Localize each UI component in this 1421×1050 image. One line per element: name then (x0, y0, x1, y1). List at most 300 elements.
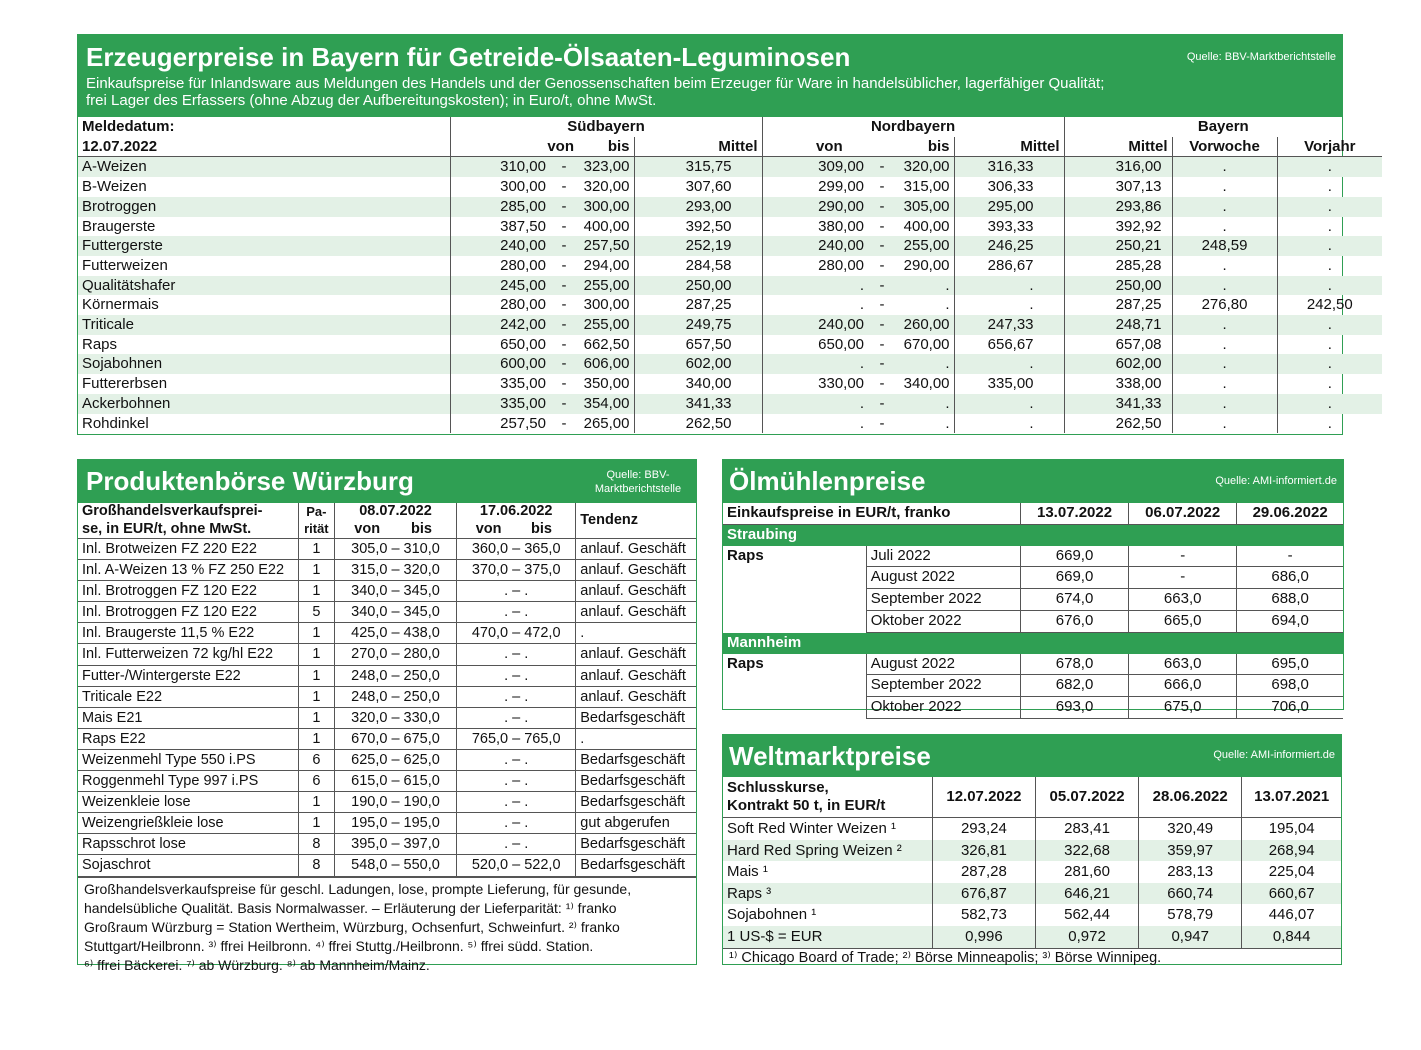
weltmarktpreise-table (723, 777, 1341, 948)
price-range-08-07: 248,0 – 250,0 (334, 686, 456, 707)
nord-bis: . (945, 296, 950, 314)
erzeugerpreise-row (78, 236, 1382, 256)
oelmuehlenpreise-header (723, 460, 1343, 503)
paritaet: 1 (298, 728, 334, 749)
product-name: Hard Red Spring Weizen ² (723, 840, 932, 862)
erzeugerpreise-row (78, 217, 1382, 237)
price-d2: 663,0 (1129, 654, 1237, 675)
oelmuehle-row (723, 610, 1343, 632)
sued-dash: - (561, 414, 567, 432)
paritaet: 1 (298, 813, 334, 834)
nordbayern-header: Nordbayern (762, 117, 1064, 137)
erzeugerpreise-row (78, 256, 1382, 276)
product-name (723, 675, 866, 697)
price-d4: 0,844 (1242, 926, 1341, 948)
produktenboerse-row (78, 707, 696, 728)
product-name: Inl. Brotroggen FZ 120 E22 (78, 581, 298, 602)
nord-von: . (762, 354, 868, 374)
bayern-vorjahr: . (1277, 315, 1382, 335)
sued-dash: - (561, 178, 567, 196)
sued-dash: - (561, 375, 567, 393)
produktenboerse-row (78, 813, 696, 834)
sued-mittel: 250,00 (634, 276, 762, 296)
nord-von: 330,00 (762, 374, 868, 394)
price-range-17-06: . – . (457, 602, 576, 623)
sued-von: 240,00 (450, 236, 550, 256)
sued-von: 335,00 (450, 374, 550, 394)
weltmarktpreise-header-row (723, 777, 1341, 818)
price-d2: - (1129, 567, 1237, 589)
erzeugerpreise-table (78, 117, 1382, 433)
footnote-line-1: Großhandelsverkaufspreise für geschl. Ladungen, lose, prompte Lieferung, für gesunde, (84, 880, 632, 897)
price-range-08-07: 670,0 – 675,0 (334, 728, 456, 749)
produktenboerse-header-row-1 (78, 503, 696, 520)
sued-bis: 662,50 (583, 335, 630, 353)
product-name: Körnermais (82, 296, 159, 314)
produktenboerse-row (78, 728, 696, 749)
oelmuehlenpreise-title: Ölmühlenpreise (729, 466, 926, 496)
sued-bis: 400,00 (583, 217, 630, 235)
tendenz: Bedarfsgeschäft (576, 792, 696, 813)
nord-dash: - (868, 354, 896, 374)
nord-dash: - (879, 414, 885, 432)
date2-header: 17.06.2022 (457, 503, 576, 520)
price-d2: 666,0 (1129, 675, 1237, 697)
erzeugerpreise-row (78, 354, 1382, 374)
erzeugerpreise-header-row-2 (78, 137, 1382, 157)
footnote-line-4: Stuttgart/Heilbronn. ³⁾ ffrei Heilbronn. ⁴⁾ ffrei Stuttg./Heilbronn. ⁵⁾ ffrei südd. Station. (84, 937, 594, 954)
product-name: B-Weizen (82, 178, 147, 196)
nord-mittel: 246,25 (954, 236, 1064, 256)
price-d3: 283,13 (1139, 861, 1242, 883)
product-name: Mais E21 (78, 707, 298, 728)
nord-von: 240,00 (762, 236, 868, 256)
product-name: Sojaschrot (78, 855, 298, 876)
price-d2: 283,41 (1035, 818, 1138, 840)
nord-dash: - (868, 315, 896, 335)
price-d2: 665,0 (1129, 610, 1237, 632)
month: Juli 2022 (866, 546, 1020, 567)
sued-bis: 255,00 (578, 276, 634, 296)
price-d2: 0,972 (1035, 926, 1138, 948)
price-d2: 562,44 (1035, 904, 1138, 926)
product-name: Qualitätshafer (78, 276, 450, 296)
sued-mittel: 293,00 (634, 197, 762, 217)
nord-bis: 670,00 (903, 335, 950, 353)
price-d3: 695,0 (1237, 654, 1343, 675)
paritaet: 8 (298, 855, 334, 876)
meldedatum-label: Meldedatum: (82, 118, 175, 135)
price-d3: 0,947 (1139, 926, 1242, 948)
weltmarktpreise-header (723, 735, 1341, 777)
price-d4: 195,04 (1242, 818, 1341, 840)
paritaet: 6 (298, 771, 334, 792)
price-d1: 676,0 (1020, 610, 1128, 632)
price-d2: 322,68 (1035, 840, 1138, 862)
price-d3: 660,74 (1139, 883, 1242, 905)
tendenz: anlauf. Geschäft (576, 539, 696, 560)
price-d2: - (1129, 546, 1237, 567)
nord-bis: 255,00 (896, 236, 954, 256)
nord-dash: - (868, 157, 896, 177)
sued-mittel: 340,00 (634, 374, 762, 394)
bayern-vorwoche: . (1172, 374, 1277, 394)
bayern-vorjahr-header: Vorjahr (1277, 137, 1382, 157)
sued-bis: 300,00 (583, 296, 630, 314)
price-d3: 320,49 (1139, 818, 1242, 840)
weltmarktpreise-title: Weltmarktpreise (729, 741, 931, 771)
produktenboerse-row (78, 581, 696, 602)
sued-bis: 300,00 (578, 197, 634, 217)
product-name (723, 697, 866, 719)
oelmuehle-row (723, 675, 1343, 697)
tendenz: Bedarfsgeschäft (576, 834, 696, 855)
footnote-line-5: ⁶⁾ ffrei Bäckerei. ⁷⁾ ab Würzburg. ⁸⁾ ab Mannheim/Mainz. (84, 956, 430, 973)
bayern-vorjahr: . (1277, 394, 1382, 414)
sued-bis: 323,00 (578, 157, 634, 177)
sued-von: 387,50 (450, 217, 550, 237)
price-d2: 675,0 (1129, 697, 1237, 719)
sued-von: 245,00 (450, 276, 550, 296)
produktenboerse-row (78, 792, 696, 813)
sued-dash: - (550, 197, 578, 217)
nord-mittel: 393,33 (954, 217, 1064, 237)
nord-von: 290,00 (762, 197, 868, 217)
sued-dash: - (550, 276, 578, 296)
sued-mittel: 262,50 (634, 414, 762, 434)
nord-bis: 290,00 (903, 256, 950, 274)
price-d1: 674,0 (1020, 589, 1128, 611)
bayern-mittel: 602,00 (1064, 354, 1172, 374)
produktenboerse-row (78, 686, 696, 707)
nord-von: . (762, 394, 868, 414)
oelmuehlenpreise-table (723, 503, 1343, 719)
price-range-08-07: 340,0 – 345,0 (334, 602, 456, 623)
price-range-17-06: . – . (457, 792, 576, 813)
price-range-17-06: . – . (457, 771, 576, 792)
product-name: Inl. Braugerste 11,5 % E22 (78, 623, 298, 644)
price-range-17-06: 520,0 – 522,0 (457, 855, 576, 876)
month: September 2022 (866, 675, 1020, 697)
nord-von: 650,00 (762, 335, 868, 355)
erzeugerpreise-desc-1: Einkaufspreise für Inlandsware aus Meldungen des Handels und der Genossenschaften beim Erzeuger für Ware in handelsüblicher, lagerfähiger Qualität; (86, 75, 1105, 92)
sued-mittel: 602,00 (634, 354, 762, 374)
product-name: Raps (727, 654, 764, 672)
sued-mittel-header: Mittel (634, 137, 762, 157)
nord-mittel-header: Mittel (954, 137, 1064, 157)
nord-dash: - (879, 178, 885, 196)
tendenz: anlauf. Geschäft (576, 686, 696, 707)
price-d4: 225,04 (1242, 861, 1341, 883)
welt-date4-header: 13.07.2021 (1242, 777, 1341, 818)
nord-bis: 260,00 (896, 315, 954, 335)
nord-dash: - (879, 335, 885, 353)
product-name: Roggenmehl Type 997 i.PS (78, 771, 298, 792)
sued-bis: 265,00 (583, 414, 630, 432)
nord-dash: - (879, 296, 885, 314)
nord-dash: - (868, 197, 896, 217)
nord-mittel: 286,67 (954, 256, 1064, 276)
sued-mittel: 307,60 (634, 177, 762, 197)
nord-dash: - (879, 375, 885, 393)
date1-von-bis-header (334, 520, 456, 539)
sued-bis-header: bis (578, 137, 634, 157)
nord-von-header: von (762, 137, 896, 157)
erzeugerpreise-source: Quelle: BBV-Marktberichtstelle (1186, 51, 1336, 63)
nord-mittel: 306,33 (954, 177, 1064, 197)
bayern-vorwoche: . (1172, 197, 1277, 217)
einkaufspreise-label: Einkaufspreise in EUR/t, franko (723, 503, 1020, 524)
bayern-vorwoche: 276,80 (1172, 295, 1277, 315)
produktenboerse-source-line-1: Quelle: BBV- (606, 469, 670, 481)
product-name: A-Weizen (78, 157, 450, 177)
erzeugerpreise-header-row-1 (78, 117, 1382, 137)
price-range-08-07: 425,0 – 438,0 (334, 623, 456, 644)
product-name: Soft Red Winter Weizen ¹ (727, 820, 896, 837)
price-d4: 660,67 (1242, 883, 1341, 905)
weltmarkt-row (723, 818, 1341, 840)
tendenz: anlauf. Geschäft (576, 665, 696, 686)
sued-von: 600,00 (450, 354, 550, 374)
produktenboerse-row (78, 771, 696, 792)
product-name: Futter-/Wintergerste E22 (78, 665, 298, 686)
bayern-vorjahr: . (1277, 354, 1382, 374)
nord-bis: 305,00 (896, 197, 954, 217)
region-label: Mannheim (723, 632, 1343, 653)
paritaet: 1 (298, 581, 334, 602)
sued-von: 280,00 (450, 256, 550, 276)
produktenboerse-row (78, 665, 696, 686)
month: August 2022 (866, 567, 1020, 589)
nord-von: . (762, 276, 868, 296)
bayern-vorwoche: . (1172, 414, 1277, 434)
price-d1: 676,87 (932, 883, 1035, 905)
sued-mittel: 252,19 (634, 236, 762, 256)
bayern-vorjahr: . (1277, 217, 1382, 237)
oelmuehlenpreise-header-row (723, 503, 1343, 524)
product-name (723, 567, 866, 589)
tendenz: anlauf. Geschäft (576, 560, 696, 581)
produktenboerse-row (78, 644, 696, 665)
oel-date3-header: 29.06.2022 (1237, 503, 1343, 524)
produktenboerse-header (78, 460, 696, 503)
nord-von: 309,00 (762, 157, 868, 177)
product-name: Rapsschrot lose (78, 834, 298, 855)
erzeugerpreise-row (78, 177, 1382, 197)
price-d3: 706,0 (1237, 697, 1343, 719)
erzeugerpreise-desc-2: frei Lager des Erfassers (ohne Abzug der Aufbereitungskosten); in Euro/t, ohne MwSt. (86, 92, 657, 109)
nord-bis: . (896, 394, 954, 414)
bayern-mittel: 338,00 (1064, 374, 1172, 394)
product-name: Raps E22 (78, 728, 298, 749)
price-range-17-06: . – . (457, 749, 576, 770)
price-d3: - (1237, 546, 1343, 567)
sued-bis: 294,00 (583, 256, 630, 274)
product-name: Futtererbsen (82, 375, 168, 393)
date2-bis-header: bis (531, 521, 552, 537)
product-name: Weizenkleie lose (78, 792, 298, 813)
sued-dash: - (561, 217, 567, 235)
produktenboerse-footnotes (78, 877, 696, 977)
tendenz: Bedarfsgeschäft (576, 771, 696, 792)
date2-von-header: von (475, 521, 502, 537)
oelmuehle-row (723, 567, 1343, 589)
bayern-mittel: 657,08 (1064, 335, 1172, 355)
date1-bis-header: bis (411, 521, 432, 537)
nord-mittel: 335,00 (954, 374, 1064, 394)
price-d1: 293,24 (932, 818, 1035, 840)
bayern-vorjahr: . (1277, 177, 1382, 197)
bayern-mittel: 262,50 (1064, 414, 1172, 434)
nord-bis: 315,00 (903, 178, 950, 196)
price-range-17-06: . – . (457, 813, 576, 834)
region-section-row (723, 632, 1343, 653)
bayern-mittel: 250,00 (1064, 276, 1172, 296)
product-name: Brotroggen (78, 197, 450, 217)
month: September 2022 (866, 589, 1020, 611)
sued-dash: - (550, 394, 578, 414)
price-d1: 693,0 (1020, 697, 1128, 719)
bayern-vorwoche-header: Vorwoche (1172, 137, 1277, 157)
sued-mittel: 284,58 (634, 256, 762, 276)
nord-von: . (762, 295, 868, 315)
nord-bis: . (896, 354, 954, 374)
nord-dash: - (879, 217, 885, 235)
price-range-17-06: . – . (457, 707, 576, 728)
paritaet-header-1: Pa- (298, 503, 334, 520)
bayern-mittel: 392,92 (1064, 217, 1172, 237)
weltmarkt-row (723, 926, 1341, 948)
month: Oktober 2022 (866, 610, 1020, 632)
bayern-vorjahr: . (1277, 335, 1382, 355)
tendenz: Bedarfsgeschäft (576, 707, 696, 728)
nord-bis: . (896, 276, 954, 296)
price-range-08-07: 315,0 – 320,0 (334, 560, 456, 581)
bayern-vorjahr: . (1277, 256, 1382, 276)
footnote-line-2: handelsübliche Qualität. Basis Normalwasser. – Erläuterung der Lieferparität: ¹⁾ franko (84, 899, 617, 916)
erzeugerpreise-row (78, 197, 1382, 217)
price-range-08-07: 305,0 – 310,0 (334, 539, 456, 560)
price-d3: 686,0 (1237, 567, 1343, 589)
price-d1: 669,0 (1020, 546, 1128, 567)
produktenboerse-table (78, 503, 696, 877)
bayern-vorjahr: 242,50 (1277, 295, 1382, 315)
sued-mittel: 315,75 (634, 157, 762, 177)
paritaet: 1 (298, 686, 334, 707)
bayern-mittel: 293,86 (1064, 197, 1172, 217)
tendenz-header: Tendenz (576, 503, 696, 539)
bayern-vorjahr: . (1277, 374, 1382, 394)
nord-mittel: 247,33 (954, 315, 1064, 335)
sued-von: 285,00 (450, 197, 550, 217)
bayern-vorwoche: 248,59 (1172, 236, 1277, 256)
nord-von: . (762, 414, 868, 434)
sued-bis: 354,00 (578, 394, 634, 414)
price-d2: 646,21 (1035, 883, 1138, 905)
product-name: Sojabohnen ¹ (727, 906, 817, 924)
price-range-08-07: 615,0 – 615,0 (334, 771, 456, 792)
bayern-vorwoche: . (1172, 394, 1277, 414)
price-range-17-06: . – . (457, 644, 576, 665)
produktenboerse-title: Produktenbörse Würzburg (86, 466, 414, 496)
sued-von: 300,00 (450, 177, 550, 197)
nord-bis-header: bis (896, 137, 954, 157)
price-range-08-07: 195,0 – 195,0 (334, 813, 456, 834)
product-name: Futterweizen (82, 256, 168, 274)
region-label: Straubing (723, 524, 1343, 545)
sued-von: 257,50 (450, 414, 550, 434)
month: August 2022 (866, 654, 1020, 675)
oel-date2-header: 06.07.2022 (1129, 503, 1237, 524)
sued-mittel: 341,33 (634, 394, 762, 414)
bayern-mittel: 316,00 (1064, 157, 1172, 177)
oelmuehle-row (723, 654, 1343, 675)
weltmarkt-row (723, 904, 1341, 926)
oelmuehle-row (723, 697, 1343, 719)
grosshandel-header-2: se, in EUR/t, ohne MwSt. (78, 520, 298, 539)
bayern-mittel: 248,71 (1064, 315, 1172, 335)
price-d1: 682,0 (1020, 675, 1128, 697)
paritaet: 1 (298, 623, 334, 644)
date2-von-bis-header (457, 520, 576, 539)
price-range-17-06: . – . (457, 686, 576, 707)
product-name: Sojabohnen (78, 354, 450, 374)
paritaet: 5 (298, 602, 334, 623)
bayern-mittel: 307,13 (1064, 177, 1172, 197)
bayern-mittel: 285,28 (1064, 256, 1172, 276)
sued-mittel: 249,75 (634, 315, 762, 335)
product-name: Weizenmehl Type 550 i.PS (78, 749, 298, 770)
product-name: Inl. A-Weizen 13 % FZ 250 E22 (78, 560, 298, 581)
erzeugerpreise-row (78, 374, 1382, 394)
bayern-vorjahr: . (1277, 414, 1382, 434)
bayern-mittel-header: Mittel (1064, 137, 1172, 157)
sued-mittel: 657,50 (634, 335, 762, 355)
price-range-08-07: 248,0 – 250,0 (334, 665, 456, 686)
oelmuehle-row (723, 546, 1343, 567)
bayern-vorwoche: . (1172, 335, 1277, 355)
bayern-vorwoche: . (1172, 256, 1277, 276)
price-range-08-07: 320,0 – 330,0 (334, 707, 456, 728)
erzeugerpreise-row (78, 394, 1382, 414)
schlusskurse-line-2: Kontrakt 50 t, in EUR/t (727, 797, 886, 814)
sued-dash: - (550, 157, 578, 177)
paritaet: 1 (298, 665, 334, 686)
price-range-17-06: 765,0 – 765,0 (457, 728, 576, 749)
sued-bis: 257,50 (578, 236, 634, 256)
price-d1: 678,0 (1020, 654, 1128, 675)
nord-mittel: . (954, 295, 1064, 315)
welt-date1-header: 12.07.2022 (932, 777, 1035, 818)
sued-bis: 320,00 (583, 178, 630, 196)
bayern-vorwoche: . (1172, 157, 1277, 177)
bayern-vorjahr: . (1277, 197, 1382, 217)
tendenz: Bedarfsgeschäft (576, 749, 696, 770)
grosshandel-header-1: Großhandelsverkaufsprei- (82, 503, 263, 519)
bayern-vorwoche: . (1172, 276, 1277, 296)
nord-dash: - (879, 256, 885, 274)
nord-dash: - (868, 236, 896, 256)
date1-von-header: von (354, 521, 381, 537)
sued-bis: 350,00 (583, 375, 630, 393)
nord-bis: 340,00 (903, 375, 950, 393)
price-range-17-06: . – . (457, 665, 576, 686)
weltmarktpreise-source: Quelle: AMI-informiert.de (1213, 749, 1335, 761)
tendenz: gut abgerufen (576, 813, 696, 834)
price-d3: 698,0 (1237, 675, 1343, 697)
oelmuehle-row (723, 589, 1343, 611)
sued-von-header: von (450, 137, 578, 157)
